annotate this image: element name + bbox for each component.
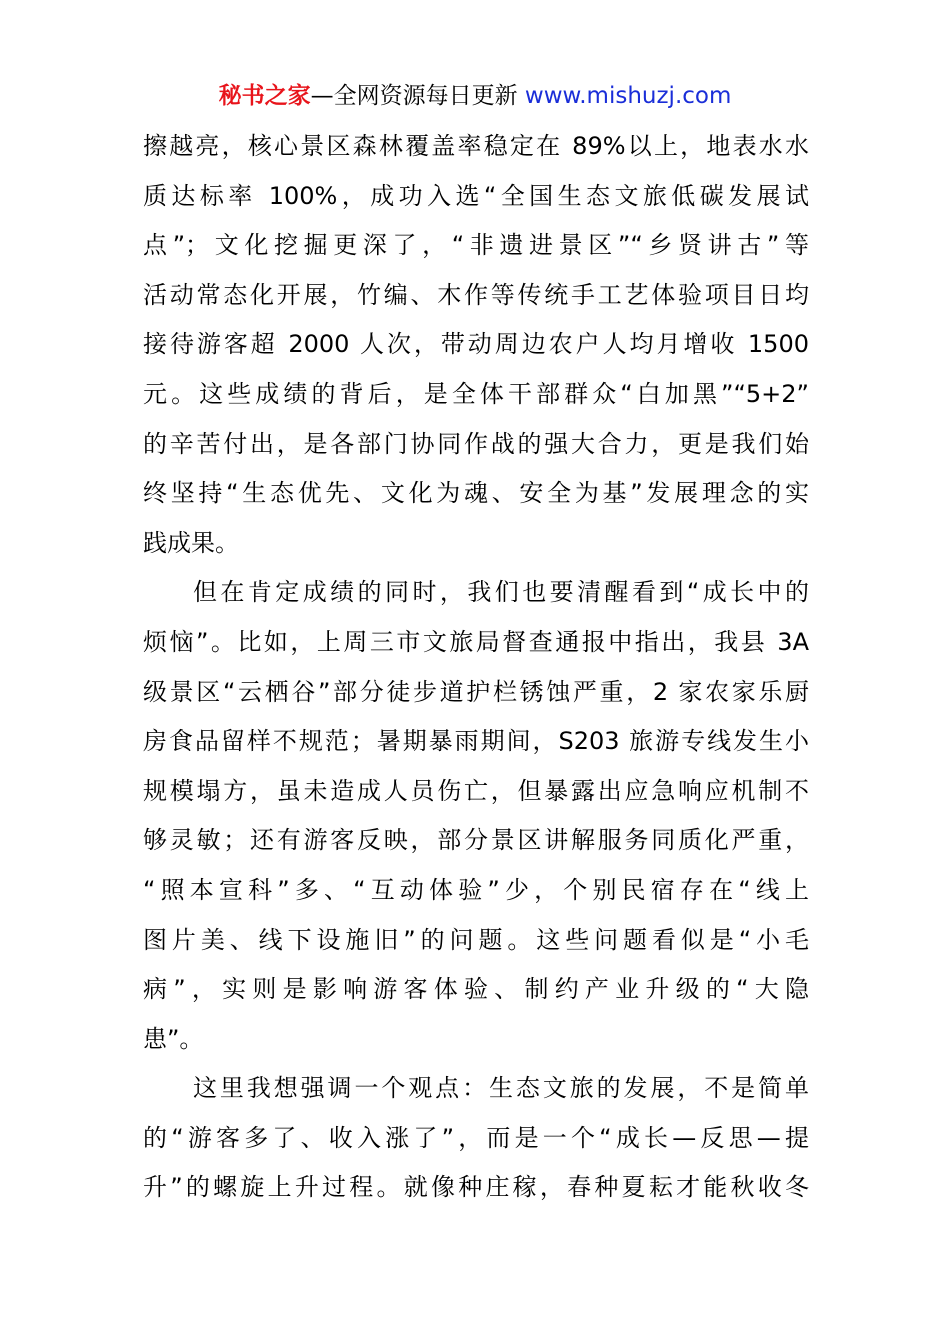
header-slogan: —全网资源每日更新 bbox=[310, 83, 518, 109]
text-line: 点”；文化挖掘更深了，“非遗进景区”“乡贤讲古”等 bbox=[143, 231, 809, 260]
paragraph bbox=[143, 1064, 809, 1213]
text-line: 规模塌方，虽未造成人员伤亡，但暴露出应急响应机制不 bbox=[143, 776, 809, 805]
text-line: 活动常态化开展，竹编、木作等传统手工艺体验项目日均 bbox=[143, 280, 809, 309]
header-url-link[interactable]: www.mishuzj.com bbox=[524, 83, 732, 109]
text-line: 质达标率 100%，成功入选“全国生态文旅低碳发展试 bbox=[143, 181, 809, 210]
page-header bbox=[0, 78, 950, 114]
text-line: 房食品留样不规范；暑期暴雨期间，S203 旅游专线发生小 bbox=[143, 727, 809, 756]
text-line: “照本宣科”多、“互动体验”少，个别民宿存在“线上 bbox=[143, 875, 809, 904]
text-line: 接待游客超 2000 人次，带动周边农户人均月增收 1500 bbox=[143, 330, 809, 359]
header-brand: 秘书之家 bbox=[218, 83, 311, 109]
text-line: 烦恼”。比如，上周三市文旅局督查通报中指出，我县 3A bbox=[143, 627, 809, 656]
text-line: 擦越亮，核心景区森林覆盖率稳定在 89%以上，地表水水 bbox=[143, 132, 809, 160]
text-line: 图片美、线下设施旧”的问题。这些问题看似是“小毛 bbox=[143, 925, 809, 954]
paragraph bbox=[143, 568, 809, 1064]
text-line: 但在肯定成绩的同时，我们也要清醒看到“成长中的 bbox=[193, 578, 809, 607]
text-line: 的辛苦付出，是各部门协同作战的强大合力，更是我们始 bbox=[143, 429, 809, 458]
document-body bbox=[143, 122, 809, 1213]
paragraph bbox=[143, 122, 809, 568]
text-line: 践成果。 bbox=[143, 528, 239, 557]
text-line: 够灵敏；还有游客反映，部分景区讲解服务同质化严重， bbox=[143, 826, 809, 855]
text-line: 的“游客多了、收入涨了”，而是一个“成长—反思—提 bbox=[143, 1123, 809, 1152]
text-line: 这里我想强调一个观点：生态文旅的发展，不是简单 bbox=[193, 1074, 809, 1103]
text-line: 病”，实则是影响游客体验、制约产业升级的“大隐 bbox=[143, 975, 809, 1004]
text-line: 级景区“云栖谷”部分徒步道护栏锈蚀严重，2 家农家乐厨 bbox=[143, 677, 809, 706]
text-line: 元。这些成绩的背后，是全体干部群众“白加黑”“5+2” bbox=[143, 379, 809, 408]
text-line: 升”的螺旋上升过程。就像种庄稼，春种夏耘才能秋收冬 bbox=[143, 1173, 809, 1202]
text-line: 患”。 bbox=[143, 1024, 204, 1053]
text-line: 终坚持“生态优先、文化为魂、安全为基”发展理念的实 bbox=[143, 479, 809, 508]
